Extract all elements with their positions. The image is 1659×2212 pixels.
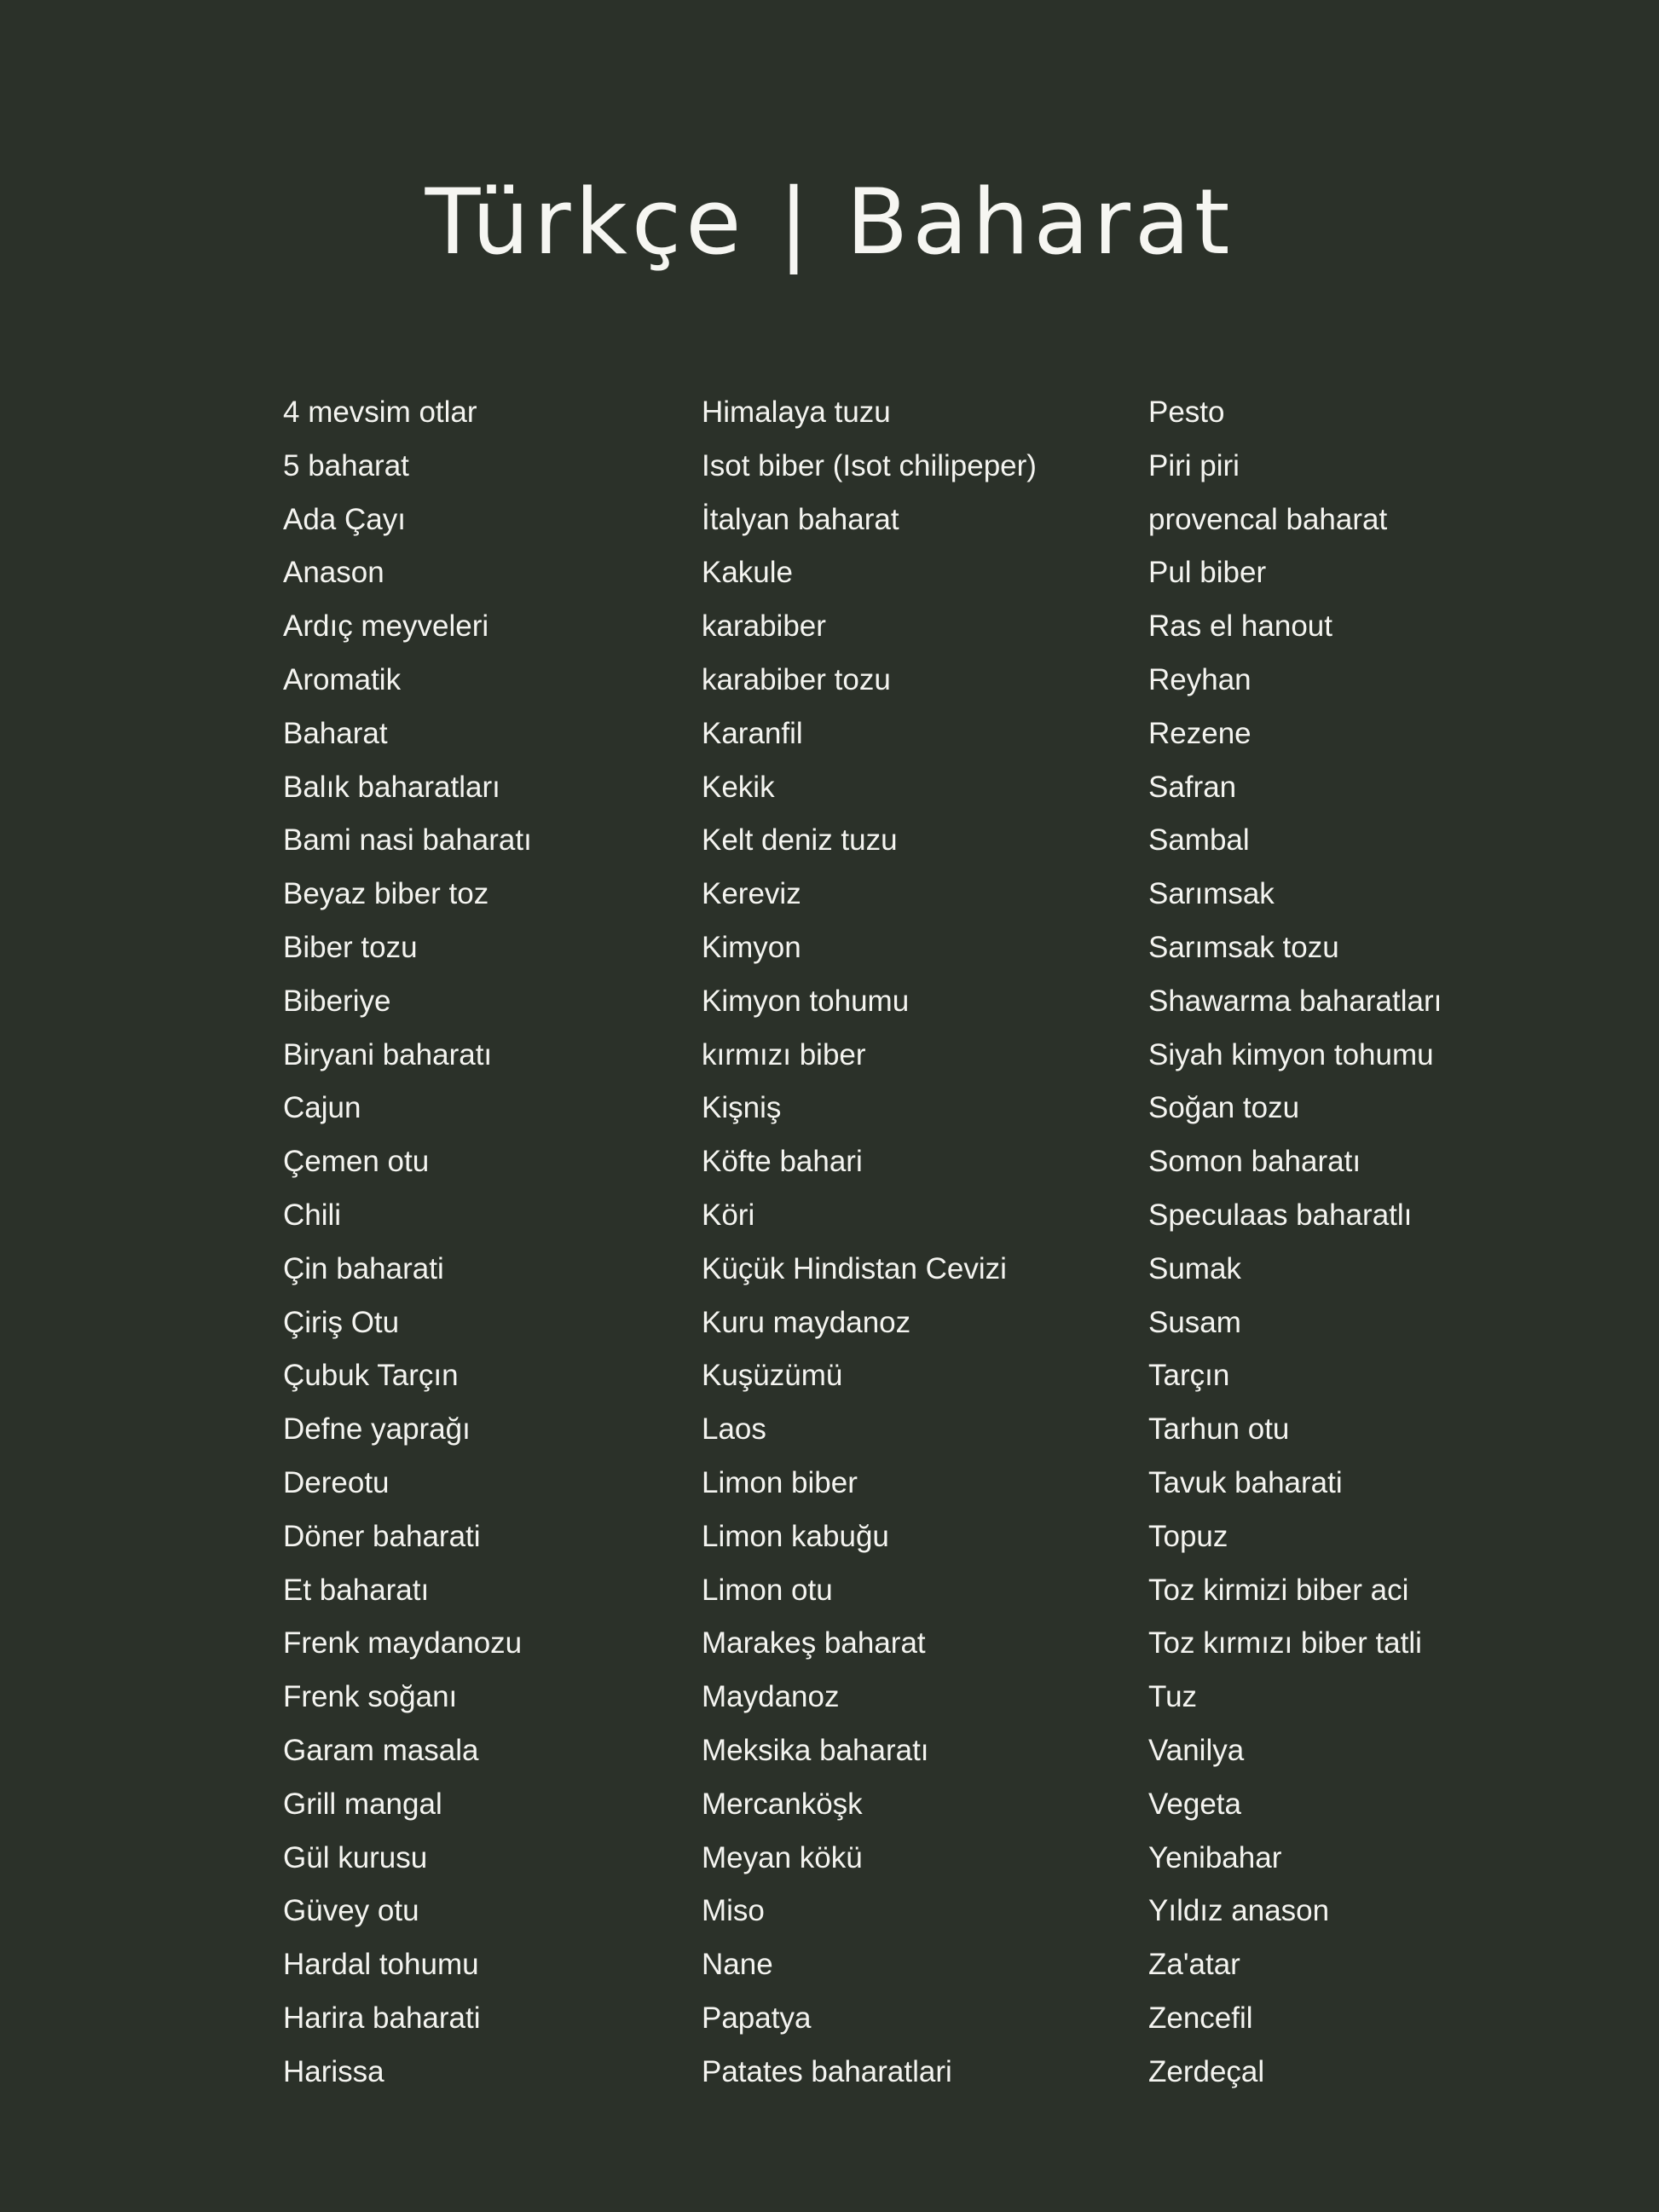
spice-item: Ras el hanout: [1148, 609, 1332, 644]
spice-item: Kuşüzümü: [702, 1359, 843, 1393]
spice-item: Chili: [283, 1198, 342, 1232]
spice-item: Susam: [1148, 1305, 1241, 1339]
spice-item: Sambal: [1148, 823, 1250, 858]
spice-item: karabiber tozu: [702, 662, 891, 696]
spice-item: Hardal tohumu: [283, 1948, 479, 1982]
spice-item: Karanfil: [702, 716, 803, 750]
spice-item: Gül kurusu: [283, 1840, 428, 1874]
spice-item: Döner baharati: [283, 1519, 481, 1553]
spice-item: Kimyon: [702, 930, 801, 964]
spice-item: Yıldız anason: [1148, 1894, 1330, 1928]
spice-item: Frenk soğanı: [283, 1680, 458, 1714]
spice-item: Kereviz: [702, 877, 801, 911]
spice-item: Patates baharatlari: [702, 2054, 952, 2088]
spice-item: Kuru maydanoz: [702, 1305, 911, 1339]
spice-item: Biberiye: [283, 984, 391, 1018]
spice-item: Harissa: [283, 2054, 384, 2088]
spice-item: Çemen otu: [283, 1145, 430, 1179]
spice-item: Zencefil: [1148, 2001, 1253, 2035]
spice-item: Topuz: [1148, 1519, 1228, 1553]
spice-item: Speculaas baharatlı: [1148, 1198, 1413, 1232]
spice-item: Biryani baharatı: [283, 1037, 493, 1071]
spice-item: Pul biber: [1148, 556, 1267, 590]
spice-item: Güvey otu: [283, 1894, 419, 1928]
spice-item: Nane: [702, 1948, 773, 1982]
spice-item: Et baharatı: [283, 1573, 430, 1607]
spice-item: Pesto: [1148, 396, 1225, 429]
spice-item: Ada Çayı: [283, 502, 406, 536]
spice-item: Tarhun otu: [1148, 1412, 1290, 1447]
spice-item: Shawarma baharatları: [1148, 984, 1442, 1018]
spice-item: Grill mangal: [283, 1787, 442, 1821]
spice-item: Cajun: [283, 1091, 361, 1125]
spice-item: Maydanoz: [702, 1680, 840, 1714]
spice-item: Rezene: [1148, 716, 1251, 750]
spice-column-1: [283, 386, 532, 2099]
spice-item: Köri: [702, 1198, 755, 1232]
spice-item: Ardıç meyveleri: [283, 609, 489, 644]
spice-item: Meyan kökü: [702, 1840, 863, 1874]
spice-item: Limon otu: [702, 1573, 833, 1607]
spice-item: Limon kabuğu: [702, 1519, 889, 1553]
spice-item: Balık baharatları: [283, 770, 500, 804]
spice-item: 4 mevsim otlar: [283, 396, 477, 429]
spice-item: Kelt deniz tuzu: [702, 823, 898, 858]
spice-item: kırmızı biber: [702, 1037, 866, 1071]
spice-item: Vanilya: [1148, 1733, 1245, 1767]
spice-item: karabiber: [702, 609, 826, 644]
spice-item: Tarçın: [1148, 1359, 1230, 1393]
spice-item: Tavuk baharati: [1148, 1465, 1343, 1499]
spice-item: Limon biber: [702, 1465, 858, 1499]
spice-item: Yenibahar: [1148, 1840, 1282, 1874]
spice-item: Küçük Hindistan Cevizi: [702, 1251, 1007, 1285]
spice-item: Çiriş Otu: [283, 1305, 400, 1339]
spice-item: Za'atar: [1148, 1948, 1240, 1982]
spice-item: Çubuk Tarçın: [283, 1359, 459, 1393]
spice-item: Biber tozu: [283, 930, 418, 964]
spice-item: Vegeta: [1148, 1787, 1241, 1821]
spice-item: Laos: [702, 1412, 766, 1447]
spice-item: Aromatik: [283, 662, 402, 696]
spice-item: Safran: [1148, 770, 1237, 804]
spice-item: Reyhan: [1148, 662, 1251, 696]
spice-item: Beyaz biber toz: [283, 877, 489, 911]
spice-item: Siyah kimyon tohumu: [1148, 1037, 1434, 1071]
spice-item: Piri piri: [1148, 448, 1240, 482]
spice-item: Mercanköşk: [702, 1787, 863, 1821]
spice-item: Kişniş: [702, 1091, 782, 1125]
spice-item: 5 baharat: [283, 448, 409, 482]
spice-item: Meksika baharatı: [702, 1733, 929, 1767]
spice-item: İtalyan baharat: [702, 502, 899, 536]
spice-item: Kimyon tohumu: [702, 984, 910, 1018]
spice-item: Somon baharatı: [1148, 1145, 1361, 1179]
spice-item: Çin baharati: [283, 1251, 444, 1285]
spice-column-3: [1148, 386, 1442, 2099]
spice-item: Tuz: [1148, 1680, 1198, 1714]
spice-item: Kekik: [702, 770, 775, 804]
spice-item: Defne yaprağı: [283, 1412, 471, 1447]
spice-item: Garam masala: [283, 1733, 479, 1767]
spice-item: Marakeş baharat: [702, 1626, 926, 1660]
page-title: Türkçe | Baharat: [425, 170, 1234, 274]
spice-item: Zerdeçal: [1148, 2054, 1265, 2088]
spice-item: Isot biber (Isot chilipeper): [702, 448, 1037, 482]
spice-item: Toz kırmızı biber tatli: [1148, 1626, 1422, 1660]
spice-item: Sarımsak: [1148, 877, 1275, 911]
spice-item: Frenk maydanozu: [283, 1626, 523, 1660]
spice-item: Himalaya tuzu: [702, 396, 891, 429]
spice-item: Miso: [702, 1894, 765, 1928]
spice-item: Bami nasi baharatı: [283, 823, 532, 858]
spice-item: Papatya: [702, 2001, 812, 2035]
spice-item: Harira baharati: [283, 2001, 481, 2035]
spice-item: Soğan tozu: [1148, 1091, 1300, 1125]
spice-item: Dereotu: [283, 1465, 390, 1499]
spice-item: Sumak: [1148, 1251, 1241, 1285]
spice-item: Toz kirmizi biber aci: [1148, 1573, 1409, 1607]
spice-item: Köfte bahari: [702, 1145, 863, 1179]
spice-item: Sarımsak tozu: [1148, 930, 1339, 964]
spice-item: provencal baharat: [1148, 502, 1388, 536]
spice-item: Baharat: [283, 716, 388, 750]
spice-item: Kakule: [702, 556, 794, 590]
spice-column-2: [702, 386, 1037, 2099]
spice-item: Anason: [283, 556, 384, 590]
